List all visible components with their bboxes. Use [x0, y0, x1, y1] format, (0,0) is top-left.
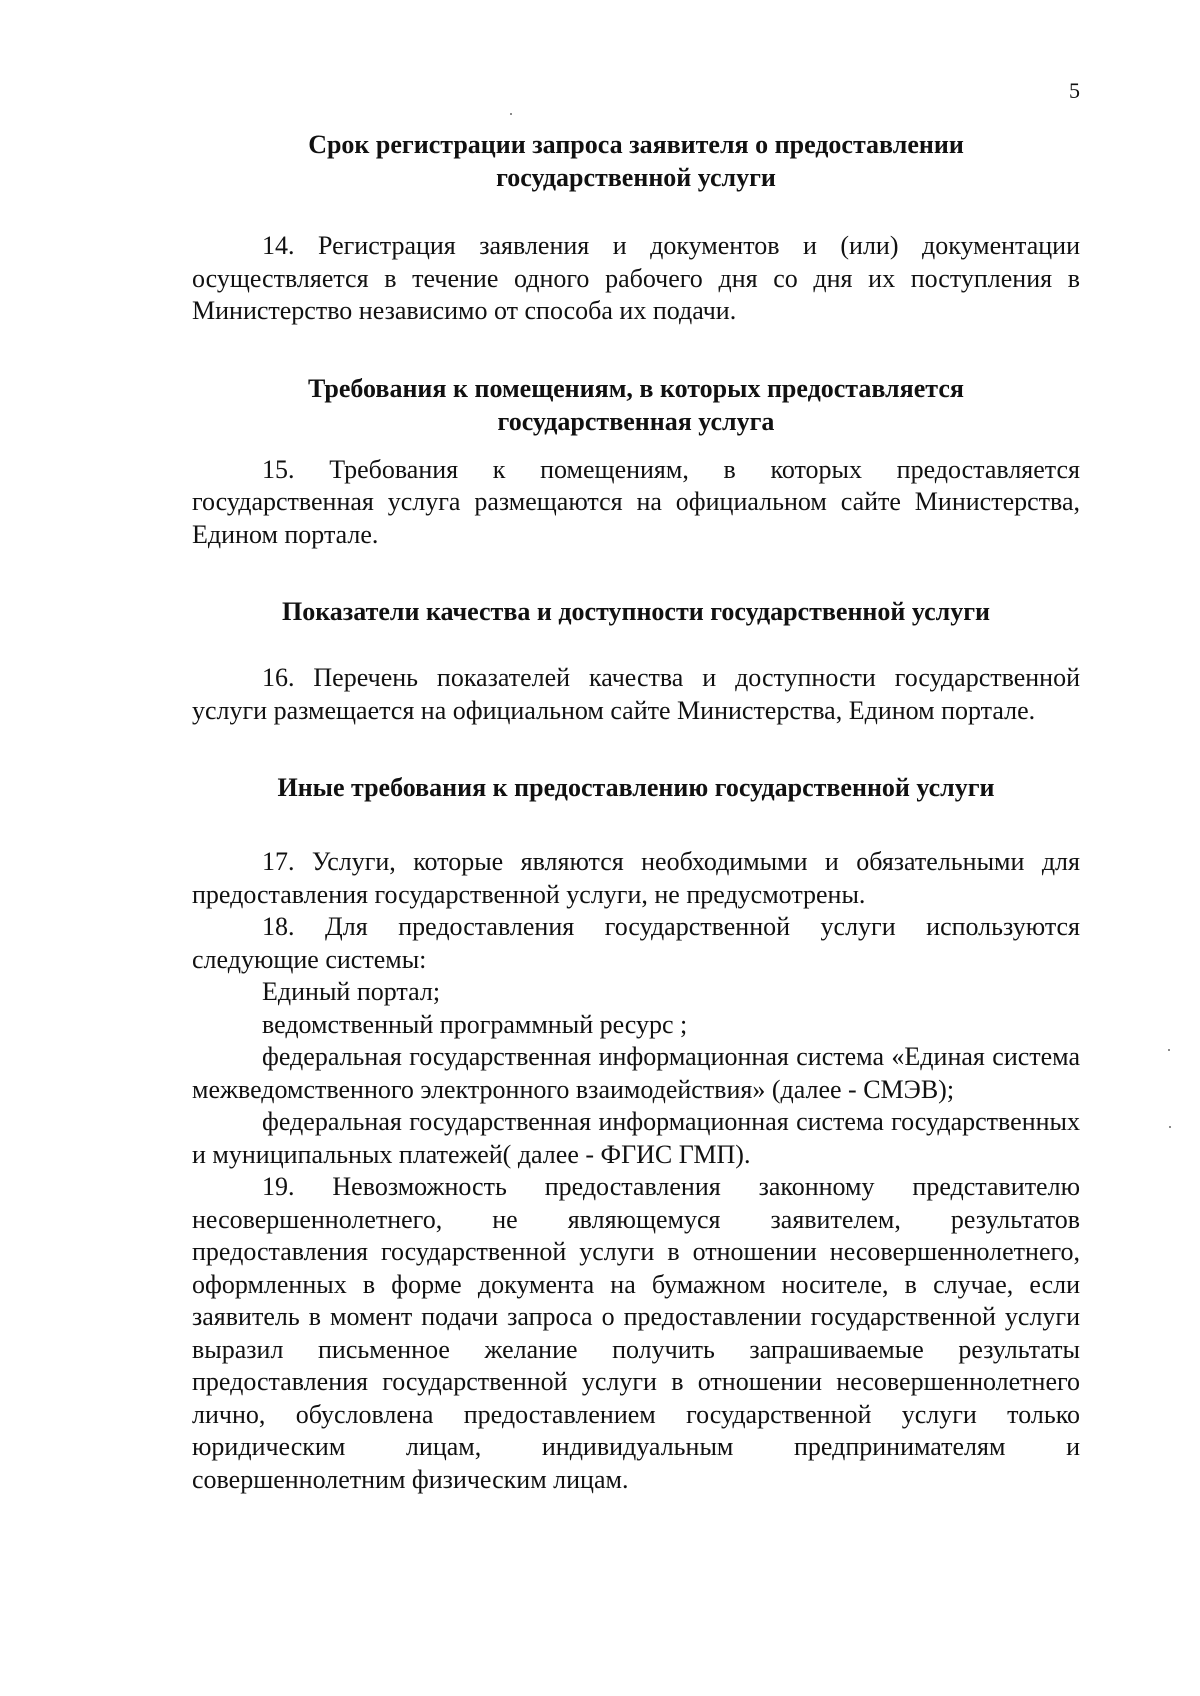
section-registration-term	[192, 128, 1080, 328]
paragraph-16: 16. Перечень показателей качества и доступности государственной услуги размещается на официальном сайте Министерства, Едином портале.	[192, 663, 1080, 725]
paragraph-17: 17. Услуги, которые являются необходимыми и обязательными для предоставления государственной услуги, не предусмотрены.	[192, 847, 1080, 909]
section-heading: Иные требования к предоставлению государственной услуги	[277, 773, 995, 802]
section-premises-requirements	[192, 372, 1080, 552]
scan-speck	[510, 113, 512, 115]
scan-speck	[1168, 1049, 1170, 1051]
paragraph-19: 19. Невозможность предоставления законному представителю несовершеннолетнего, не являющемуся заявителем, результатов предоставления государственной услуги в отношении несовершеннолетнего, оформленных в форме документа на бумажном носителе, в случае, если заявитель в момент подачи запроса о предоставлении государственной услуги выразил письменное желание получить запрашиваемые результаты предоставления государственной услуги в отношении несовершеннолетнего лично, обусловлена предоставлением государственной услуги только юридическим лицам, индивидуальным предпринимателям и совершеннолетним физическим лицам.	[192, 1172, 1080, 1494]
scan-speck	[1169, 1126, 1171, 1128]
list-item: федеральная государственная информационная система государственных и муниципальных платежей( далее - ФГИС ГМП).	[192, 1107, 1080, 1169]
page-number: 5	[1069, 78, 1080, 103]
section-quality-indicators	[192, 595, 1080, 727]
document-body	[192, 128, 1080, 1496]
section-heading	[192, 128, 1080, 194]
list-item: ведомственный программный ресурс ;	[262, 1009, 688, 1039]
list-item: Единый портал;	[262, 977, 441, 1006]
section-heading: Показатели качества и доступности государственной услуги	[281, 597, 991, 626]
paragraph-15: 15. Требования к помещениям, в которых предоставляется государственная услуга размещаются на официальном сайте Министерства, Едином портале.	[192, 454, 1080, 549]
section-other-requirements	[192, 771, 1080, 1496]
section-heading	[192, 372, 1080, 438]
heading-line: государственной услуги	[496, 163, 776, 192]
paragraph-18: 18. Для предоставления государственной услуги используются следующие системы:	[192, 912, 1080, 974]
heading-line: Срок регистрации запроса заявителя о предоставлении	[308, 130, 964, 159]
heading-line: государственная услуга	[497, 406, 775, 436]
paragraph-14: 14. Регистрация заявления и документов и (или) документации осуществляется в течение одного рабочего дня со дня их поступления в Министерство независимо от способа их подачи.	[192, 231, 1080, 325]
list-item: федеральная государственная информационная система «Единая система межведомственного электронного взаимодействия» (далее - СМЭВ);	[192, 1042, 1080, 1104]
heading-line: Требования к помещениям, в которых предоставляется	[308, 373, 964, 403]
